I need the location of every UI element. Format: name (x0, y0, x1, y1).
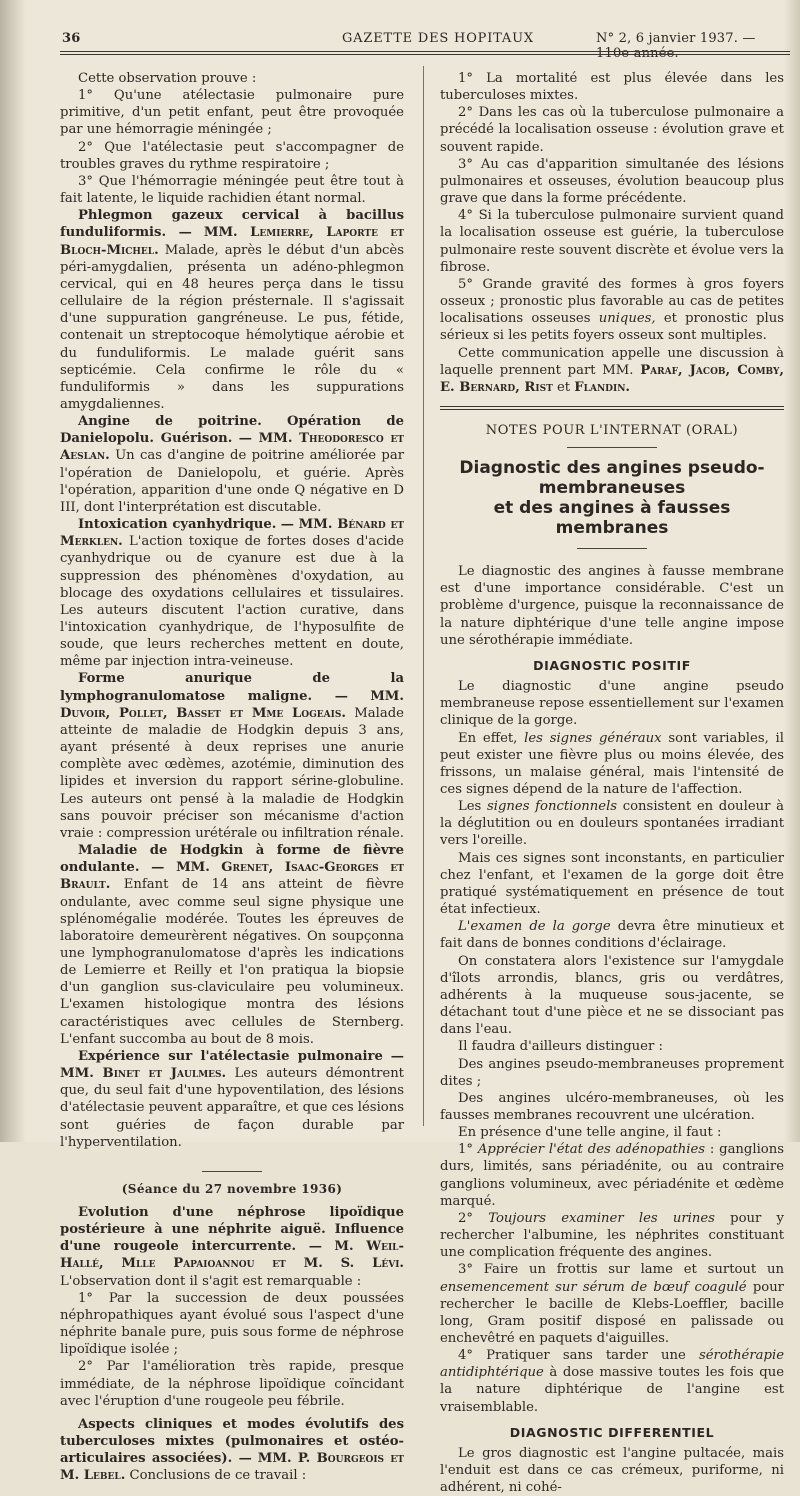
article-title: Forme anurique de la lymphogranulomatose maligne. — (60, 671, 404, 704)
discussion-paragraph: Cette communication appelle une discussion à laquelle prennent part MM. Paraf, Jacob, Comby, E. Bernard, Rist et Flandin. (440, 345, 784, 395)
article-atelectasie (60, 1048, 404, 1151)
page-right-edge (784, 0, 800, 1142)
paragraph: Des angines pseudo-membraneuses proprement dites ; (440, 1056, 784, 1089)
list-item: 2° Toujours examiner les urines pour y rechercher l'albumine, les néphrites constituant une complication fréquente des angines. (440, 1210, 784, 1261)
article-angine (60, 413, 404, 516)
list-item: 4° Si la tuberculose pulmonaire survient quand la localisation osseuse est guérie, la tuberculose pulmonaire reste souvent discrète et évolue vers la fibrose. (440, 208, 784, 275)
paragraph: En présence d'une telle angine, il faut : (458, 1125, 722, 1141)
paragraph: Mais ces signes sont inconstants, en particulier chez l'enfant, et l'examen de la gorge doit être pratiqué systématiquement en présence de tout état infectieux. (440, 850, 784, 918)
notes-section-title: NOTES POUR L'INTERNAT (ORAL) (485, 422, 739, 438)
left-column (60, 70, 404, 1485)
page-left-edge (0, 0, 26, 1142)
paragraph: Cette observation prouve : (78, 71, 257, 86)
article-hodgkin (60, 842, 404, 1048)
issue-info: N° 2, 6 janvier 1937. — 110e année. (596, 31, 756, 61)
article-phlegmon (60, 207, 404, 413)
article-body: Malade atteinte de maladie de Hodgkin depuis 3 ans, ayant présenté à deux reprises une anurie complète avec œdèmes, azotémie, diminution des lipides et inversion du rapport sérine-globuline. Les auteurs ont pensé à la maladie de Hodgkin sans pouvoir préciser son mécanisme d'action vraie : compression urétérale ou infiltration rénale. (60, 705, 404, 841)
list-item: 1° Apprécier l'état des adénopathies : ganglions durs, limités, sans périadénite, ou au contraire ganglions volumineux, avec périadénite et œdème marqué. (440, 1142, 785, 1209)
article-title: Angine de poitrine. Opération de Danielopolu. Guérison. (60, 414, 404, 447)
article-body: Enfant de 14 ans atteint de fièvre ondulante, avec comme seul signe physique une splénomégalie modérée. Toutes les épreuves de laboratoire demeurèrent négatives. On soupçonna une lymphogranulomatose d'après les indications de Lemierre et Reilly et l'on pratiqua la biopsie d'un ganglion sus-claviculaire peu volumineux. L'examen histologique montra des lésions caractéristiques avec cellules de Sternberg. L'enfant succomba au bout de 8 mois. (60, 877, 404, 1047)
article-body: Les auteurs démontrent que, du seul fait d'une hypoventilation, des lésions d'atélectasie peuvent apparaître, et que ces lésions sont guéries de façon durable par l'hyperventilation. (60, 1066, 404, 1150)
header-rule (60, 51, 790, 52)
paragraph: Des angines ulcéro-membraneuses, où les fausses membranes recouvrent une ulcération. (440, 1090, 784, 1123)
paragraph: On constatera alors l'existence sur l'amygdale d'îlots arrondis, blancs, gris ou verdâtres, adhérents à la muqueuse sous-jacente, se détachant tout d'une pièce et ne se dissociant pas dans l'eau. (440, 953, 784, 1038)
article-body: Un cas d'angine de poitrine améliorée par l'opération de Danielopolu, et guérie. Après l'opération, apparition d'une onde Q négative en D III, dont l'interprétation est discutable. (60, 448, 404, 515)
list-item: 3° Au cas d'apparition simultanée des lésions pulmonaires et osseuses, évolution beaucoup plus grave que dans la forme précédente. (440, 156, 784, 207)
article-body: Conclusions de ce travail : (129, 1468, 307, 1484)
paragraph: Le diagnostic d'une angine pseudo membraneuse repose essentiellement sur l'examen clinique de la gorge. (440, 679, 784, 729)
page-header (58, 31, 790, 61)
article-authors: — MM. Theodoresco et Aeslan. (60, 431, 404, 464)
journal-title: GAZETTE DES HOPITAUX (342, 31, 534, 46)
notes-rule (567, 447, 657, 448)
article-body: Malade, après le début d'un abcès péri-amygdalien, présenta un adéno-phlegmon cervical, qui en 48 heures perça dans le tissu cellulaire de la région présternale. Il s'agissait d'une suppuration gangréneuse. Le pus, fétide, contenait un streptocoque hémolytique aérobie et du funduliformis. Le malade guérit sans septicémie. Cela confirme le rôle du « funduliformis » dans les suppurations amygdaliennes. (60, 242, 404, 412)
article-tuberculoses (60, 1416, 404, 1485)
list-item: 1° La mortalité est plus élevée dans les tuberculoses mixtes. (440, 71, 784, 104)
section-separator (202, 1171, 262, 1172)
list-item: 2° Par l'amélioration très rapide, presque immédiate, de la néphrose lipoïdique coïncidant avec l'éruption d'une rougeole peu fébrile. (60, 1359, 404, 1409)
paragraph: 3° Que l'hémorragie méningée peut être tout à fait latente, le liquide rachidien étant normal. (60, 173, 404, 207)
paragraph: Le gros diagnostic est l'angine pultacée, mais l'enduit est dans ce cas crémeux, puriforme, ni adhérent, ni cohé- (440, 1445, 784, 1496)
article-intoxication (60, 516, 404, 670)
article-title: Evolution d'une néphrose lipoïdique postérieure à une néphrite aiguë. Influence d'une rougeole intercurrente. — (60, 1205, 404, 1255)
article-authors: — MM. Binet et Jaulmes. (60, 1048, 404, 1082)
article-forme-anurique (60, 670, 404, 842)
subheading-diagnostic-positif: DIAGNOSTIC POSITIF (533, 657, 691, 673)
article-nephrose (60, 1204, 404, 1290)
paragraph: Il faudra d'ailleurs distinguer : (458, 1039, 663, 1055)
article-authors: MM. P. Bourgeois et M. Lebel. (60, 1451, 404, 1484)
list-item: 2° Dans les cas où la tuberculose pulmonaire a précédé la localisation osseuse : évolution grave et souvent rapide. (440, 105, 784, 155)
article-title: Maladie de Hodgkin à forme de fièvre ondulante. — MM. (60, 843, 404, 876)
page-number: 36 (62, 31, 81, 46)
article-body: L'observation dont il s'agit est remarquable : (60, 1273, 362, 1289)
article-title: Phlegmon gazeux cervical à bacillus funduliformis. — (60, 208, 404, 241)
section-double-rule (440, 406, 784, 410)
article-body: L'action toxique de fortes doses d'acide cyanhydrique ou de cyanure est due à la suppression des phénomènes d'oxydation, au blocage des oxydations cellulaires et tissulaires. Les auteurs discutent l'action curative, dans l'intoxication cyanhydrique, de l'hyposulfite de soude, que leurs recherches mettent en doute, même par injection intra-veineuse. (60, 534, 404, 670)
paragraph: 1° Qu'une atélectasie pulmonaire pure primitive, d'un petit enfant, peut être provoquée par une hémorragie méningée ; (60, 88, 404, 138)
article-authors: MM. Duvoir, Pollet, Basset et Mme Logeais. (60, 688, 404, 721)
list-item: 5° Grande gravité des formes à gros foyers osseux ; pronostic plus favorable au cas de petites localisations osseuses uniques, et pronostic plus sérieux si les petits foyers osseux sont multiples. (440, 276, 785, 344)
article-authors: — MM. Bénard et Merklen. (60, 517, 404, 550)
subheading-diagnostic-differentiel: DIAGNOSTIC DIFFERENTIEL (509, 1424, 715, 1440)
list-item: 4° Pratiquer sans tarder une sérothérapie antidiphtérique à dose massive toutes les fois que la nature diphtérique de l'angine est vraisemblable. (440, 1348, 784, 1415)
list-item: 1° Par la succession de deux poussées néphropathiques ayant évolué sous l'aspect d'une néphrite banale pure, puis sous forme de néphrose lipoïdique isolée ; (60, 1290, 404, 1358)
article-title: Expérience sur l'atélectasie pulmonaire (78, 1048, 383, 1064)
article-title: Intoxication cyanhydrique. (78, 517, 277, 533)
header-rule-thin (60, 54, 790, 55)
article-authors: MM. Lemierre, Laporte et Bloch-Michel. (60, 225, 404, 258)
article-main-title: Diagnostic des angines pseudo-membraneuses et des angines à fausses membranes (459, 458, 765, 539)
column-divider (423, 66, 424, 1126)
article-authors: M. Weil-Hallé, Mlle Papaioannou et M. S. Lévi. (60, 1239, 404, 1272)
intro-paragraph: Le diagnostic des angines à fausse membrane est d'une importance considérable. C'est un problème d'urgence, puisque la reconnaissance de la nature diphtérique d'une telle angine impose une sérothérapie immédiate. (440, 564, 784, 648)
session-heading: (Séance du 27 novembre 1936) (121, 1181, 343, 1196)
right-column (440, 70, 784, 1496)
paragraph: En effet, les signes généraux sont variables, il peut exister une fièvre plus ou moins élevée, des frissons, un malaise général, mais l'intensité de ces signes dépend de la nature de l'affection. (440, 730, 784, 797)
paragraph: Les signes fonctionnels consistent en douleur à la déglutition ou en douleurs spontanées irradiant vers l'oreille. (440, 799, 784, 849)
title-rule (577, 548, 647, 549)
article-title: Aspects cliniques et modes évolutifs des tuberculoses mixtes (pulmonaires et ostéo-articulaires associées). — (60, 1416, 404, 1467)
list-item: 3° Faire un frottis sur lame et surtout un ensemencement sur sérum de bœuf coagulé pour rechercher le bacille de Klebs-Loeffler, bacille long, Gram positif disposé en palissade ou enchevêtré en paquets d'aiguilles. (440, 1262, 784, 1346)
paragraph: L'examen de la gorge devra être minutieux et fait dans de bonnes conditions d'éclairage. (440, 919, 785, 952)
paragraph: 2° Que l'atélectasie peut s'accompagner de troubles graves du rythme respiratoire ; (60, 139, 404, 172)
article-authors: Grenet, Isaac-Georges et Brault. (60, 860, 404, 893)
